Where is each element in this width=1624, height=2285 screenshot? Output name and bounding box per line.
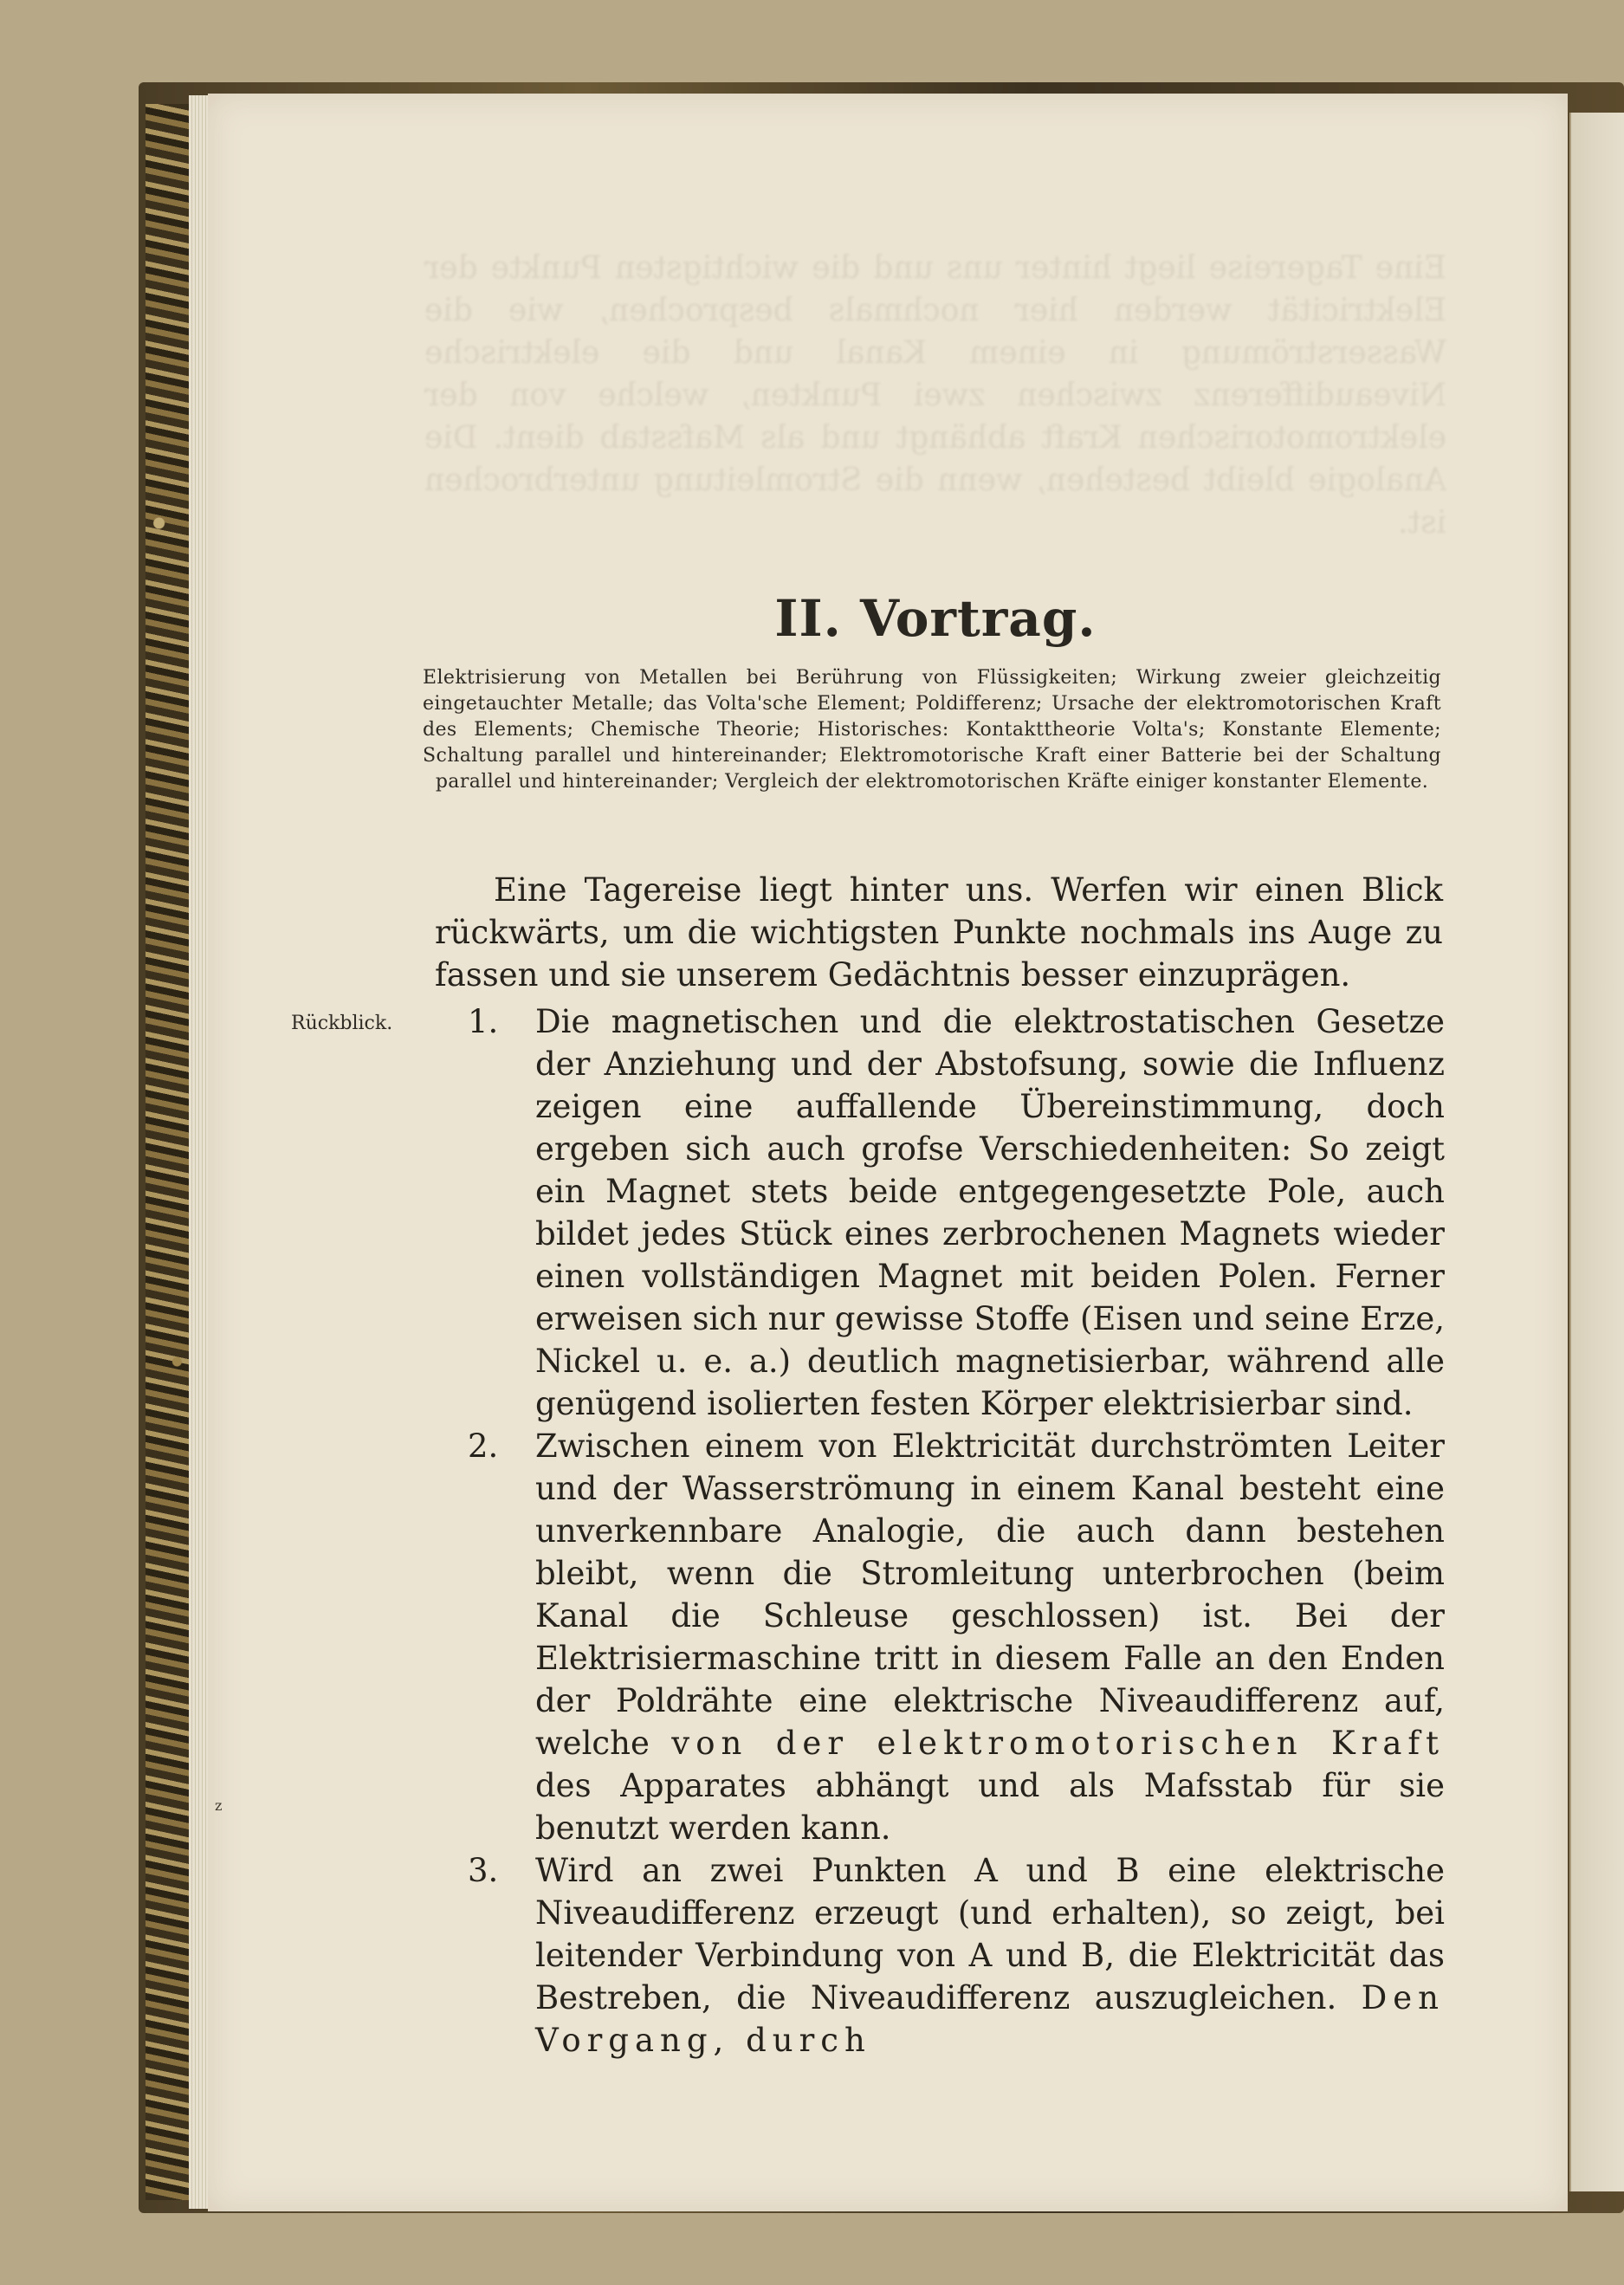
item-text: Die magnetischen und die elektrostatischen Gesetze der Anziehung und der Abstofsung, sowie die Influenz zeigen eine auffallende Übereinstimmung, doch ergeben sich auch grofse Verschiedenheiten: So zeigt ein Magnet stets beide entgegengesetzte Pole, auch bildet jedes Stück eines zerbrochenen Magnets wieder einen vollständigen Magnet mit beiden Polen. Ferner erweisen sich nur gewisse Stoffe (Eisen und seine Erze, Nickel u. e. a.) deutlich magnetisierbar, während alle genügend isolierten festen Körper elektrisierbar sind. <box>535 1003 1445 1422</box>
numbered-list <box>435 1000 1445 2062</box>
item-number: 2. <box>468 1427 499 1465</box>
list-item <box>435 1000 1445 1425</box>
item-number: 1. <box>468 1003 499 1040</box>
show-through-text: Eine Tagereise liegt hinter uns und die wichtigsten Punkte der Elektricität werden hier nochmals besprochen, wie die Wasserströmung in einem Kanal und die elektrische Niveaudifferenz zwischen zwei Punkten, welche von der elektromotorischen Kraft abhängt und als Mafsstab dient. Die Analogie bleibt bestehen, wenn die Stromleitung unterbrochen ist. <box>424 250 1446 541</box>
page-title: II. Vortrag. <box>774 589 1097 648</box>
emphasized-text: von der elektromotorischen Kraft <box>671 1725 1445 1762</box>
list-item <box>435 1425 1445 1849</box>
item-text: des Apparates abhängt und als Mafsstab für sie benutzt werden kann. <box>535 1767 1445 1847</box>
intro-paragraph: Eine Tagereise liegt hinter uns. Werfen wir einen Blick rückwärts, um die wichtigsten Punkte nochmals ins Auge zu fassen und sie unserem Gedächtnis besser einzuprägen. <box>435 871 1443 994</box>
page-mark: z <box>215 1797 223 1814</box>
item-text: Wird an zwei Punkten A und B eine elektrische Niveaudifferenz erzeugt (und erhalten), so zeigt, bei leitender Verbindung von A und B, die Elektricität das Bestreben, die Niveaudifferenz auszugleichen. <box>535 1852 1445 2016</box>
marbled-edge <box>146 104 191 2200</box>
facing-page-edge <box>1569 113 1624 2191</box>
chapter-summary: Elektrisierung von Metallen bei Berührung von Flüssigkeiten; Wirkung zweier gleichzeitig eingetauchter Metalle; das Volta'sche Element; Poldifferenz; Ursache der elektromotorischen Kraft des Elements; Chemische Theorie; Historisches: Kontakttheorie Volta's; Konstante Elemente; Schaltung parallel und hintereinander; Elektromotorische Kraft einer Batterie bei der Schaltung parallel und hintereinander; Vergleich der elektromotorischen Kräfte einiger konstanter Elemente. <box>423 667 1441 793</box>
list-item <box>435 1849 1445 2062</box>
emphasized-text: Den Vorgang, durch <box>535 1979 1445 2059</box>
margin-note: Rückblick. <box>291 1013 393 1034</box>
item-number: 3. <box>468 1852 499 1889</box>
item-text: Zwischen einem von Elektricität durchströmten Leiter und der Wasserströmung in einem Kanal besteht eine unverkennbare Analogie, die auch dann bestehen bleibt, wenn die Stromleitung unterbrochen (beim Kanal die Schleuse geschlossen) ist. Bei der Elektrisiermaschine tritt in diesem Falle an den Enden der Poldrähte eine elektrische Niveaudifferenz auf, welche <box>535 1427 1445 1762</box>
